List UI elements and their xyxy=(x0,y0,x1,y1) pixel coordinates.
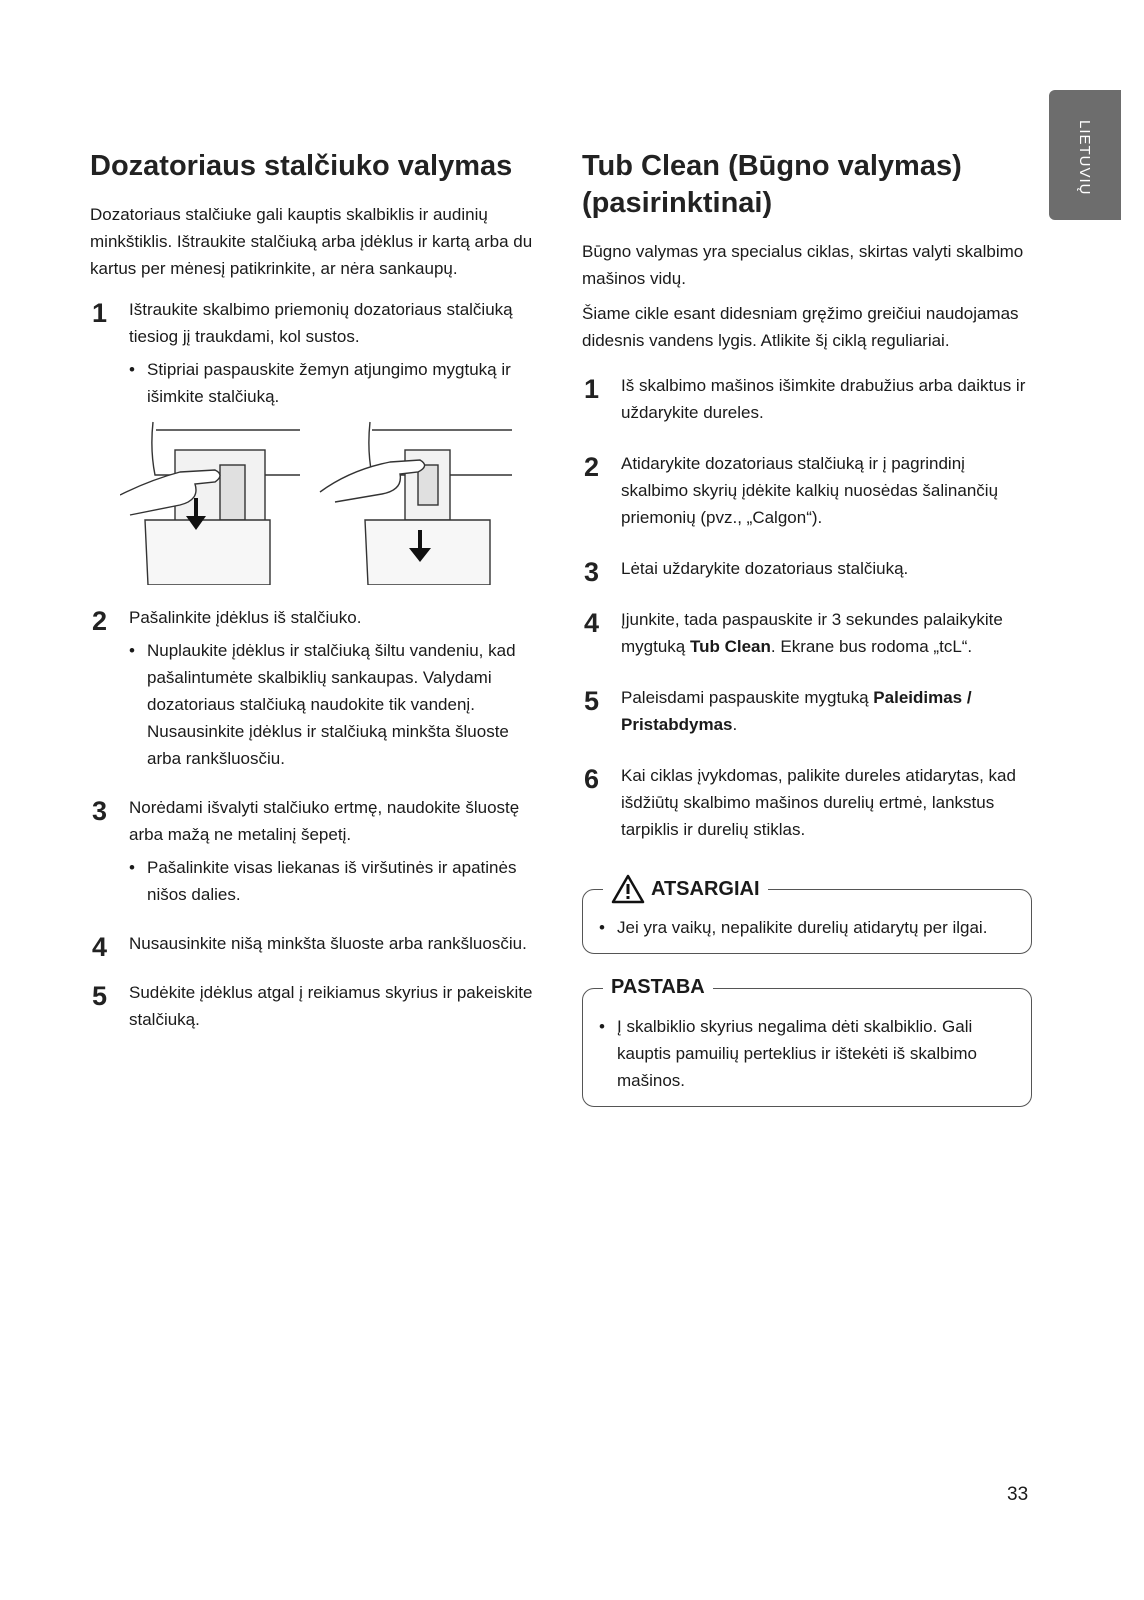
caution-title: ATSARGIAI xyxy=(651,878,760,900)
left-step-4 xyxy=(90,930,545,962)
right-step-6 xyxy=(582,762,1032,843)
step-number: 1 xyxy=(584,374,600,404)
right-intro-2: Šiame cikle esant didesniam gręžimo greičiui naudojamas didesnis vandens lygis. Atlikite šį ciklą reguliariai. xyxy=(582,304,1019,350)
step-text: Atidarykite dozatoriaus stalčiuką ir į pagrindinį skalbimo skyrių įdėkite kalkių nuosėdas šalinančių priemonių (pvz., „Calgon“). xyxy=(621,454,999,527)
left-step-3 xyxy=(90,794,545,908)
right-column xyxy=(582,148,1032,1107)
right-step-4 xyxy=(582,606,1032,660)
step-text xyxy=(621,606,1032,660)
step-number: 4 xyxy=(584,608,600,638)
left-step-1 xyxy=(90,296,545,410)
step-number: 5 xyxy=(584,686,600,716)
step-number: 3 xyxy=(92,796,108,826)
step-text: Ištraukite skalbimo priemonių dozatoriaus stalčiuką tiesiog jį traukdami, kol sustos. xyxy=(129,300,513,346)
note-header xyxy=(603,973,713,1001)
step-number: 6 xyxy=(584,764,600,794)
right-step-2 xyxy=(582,450,1032,531)
left-title: Dozatoriaus stalčiuko valymas xyxy=(90,150,513,182)
step-bullet: • Pašalinkite visas liekanas iš viršutinės ir apatinės nišos dalies. xyxy=(129,854,545,908)
step-number: 3 xyxy=(584,557,600,587)
right-title xyxy=(582,148,1032,222)
step-text: Pašalinkite įdėklus iš stalčiuko. xyxy=(129,608,362,627)
step-text: Iš skalbimo mašinos išimkite drabužius arba daiktus ir uždarykite dureles. xyxy=(621,376,1026,422)
warning-triangle-icon xyxy=(611,874,645,904)
right-step-1 xyxy=(582,372,1032,426)
right-title-line-2: (pasirinktinai) xyxy=(582,187,773,219)
step-text-pre: Paleisdami paspauskite mygtuką xyxy=(621,688,874,707)
left-step-5 xyxy=(90,979,545,1033)
step-text: Norėdami išvalyti stalčiuko ertmę, naudokite šluostę arba mažą ne metalinį šepetį. xyxy=(129,798,520,844)
step-text-post: . Ekrane bus rodoma „tcL“. xyxy=(770,637,973,656)
step-text: Kai ciklas įvykdomas, palikite dureles atidarytas, kad išdžiūtų skalbimo mašinos durelių ertmė, lankstus tarpiklis ir durelių stiklas. xyxy=(621,766,1016,839)
caution-header xyxy=(603,874,768,904)
drawer-removal-illustration xyxy=(120,420,545,590)
step-text-post: . xyxy=(732,715,738,734)
left-column xyxy=(90,148,545,1033)
right-step-3 xyxy=(582,555,1032,587)
drawer-illustration-svg xyxy=(120,420,520,585)
right-step-5 xyxy=(582,684,1032,738)
step-number: 5 xyxy=(92,981,108,1011)
right-intro-1: Būgno valymas yra specialus ciklas, skirtas valyti skalbimo mašinos vidų. xyxy=(582,242,1024,288)
note-text: • Į skalbiklio skyrius negalima dėti skalbiklio. Gali kauptis pamuilių perteklius ir ištekėti iš skalbimo mašinos. xyxy=(599,1013,1015,1094)
step-text: Lėtai uždarykite dozatoriaus stalčiuką. xyxy=(621,559,909,578)
step-bullet: • Nuplaukite įdėklus ir stalčiuką šiltu vandeniu, kad pašalintumėte skalbiklių sankaupas. Valydami dozatoriaus stalčiuką naudokite tik vandenį. Nusausinkite įdėklus ir stalčiuką minkšta šluoste arba rankšluosčiu. xyxy=(129,637,545,772)
page-number: 33 xyxy=(1007,1484,1029,1505)
language-tab xyxy=(1049,90,1121,220)
tub-clean-button-name: Tub Clean xyxy=(689,637,771,656)
step-text-pre: Įjunkite, tada paspauskite ir 3 sekundes palaikykite mygtuką xyxy=(621,610,1003,656)
step-number: 4 xyxy=(92,932,108,962)
step-bullet: • Stipriai paspauskite žemyn atjungimo mygtuką ir išimkite stalčiuką. xyxy=(129,356,545,410)
step-text: Sudėkite įdėklus atgal į reikiamus skyrius ir pakeiskite stalčiuką. xyxy=(129,983,533,1029)
start-pause-button-name: Paleidimas / Pristabdymas xyxy=(621,688,972,734)
note-title: PASTABA xyxy=(611,976,705,998)
language-tab-label: LIETUVIŲ xyxy=(1076,120,1093,196)
caution-box xyxy=(582,878,1032,954)
step-text: Nusausinkite nišą minkšta šluoste arba rankšluosčiu. xyxy=(129,934,527,953)
step-text xyxy=(621,684,1032,738)
left-intro: Dozatoriaus stalčiuke gali kauptis skalbiklis ir audinių minkštiklis. Ištraukite stalčiuką arba įdėklus ir kartą arba du kartus per mėnesį patikrinkite, ar nėra sankaupų. xyxy=(90,205,533,278)
left-step-2 xyxy=(90,604,545,772)
caution-text: • Jei yra vaikų, nepalikite durelių atidarytų per ilgai. xyxy=(599,914,1015,941)
step-number: 2 xyxy=(584,452,600,482)
step-number: 1 xyxy=(92,298,108,328)
note-box xyxy=(582,976,1032,1107)
right-title-line-1: Tub Clean (Būgno valymas) xyxy=(582,150,962,182)
step-number: 2 xyxy=(92,606,108,636)
